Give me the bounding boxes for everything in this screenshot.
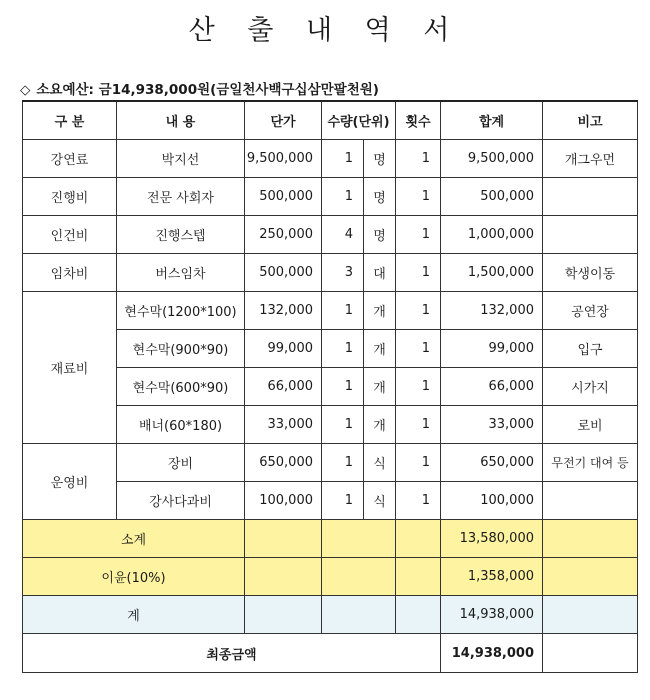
header-times: 횟수: [396, 101, 441, 140]
qty-cell: 1: [322, 140, 364, 178]
times-cell: 1: [396, 406, 441, 444]
table-row: [23, 178, 638, 216]
budget-text: 소요예산: 금14,938,000원(금일천사백구십삼만팔천원): [36, 82, 379, 98]
subtotal-value: 13,580,000: [441, 520, 543, 558]
sum-label: 계: [23, 596, 245, 634]
header-content: 내 용: [117, 101, 245, 140]
note-cell: 로비: [543, 406, 638, 444]
unit-price-cell: 66,000: [245, 368, 322, 406]
table-row: [23, 444, 638, 482]
budget-line: [20, 78, 379, 98]
content-cell: 현수막(1200*100): [117, 292, 245, 330]
qty-cell: 1: [322, 292, 364, 330]
unit-cell: 식: [364, 482, 396, 520]
unit-price-cell: 500,000: [245, 178, 322, 216]
total-cell: 1,000,000: [441, 216, 543, 254]
diamond-icon: ◇: [20, 82, 31, 98]
qty-cell: 1: [322, 368, 364, 406]
content-cell: 현수막(900*90): [117, 330, 245, 368]
page-title: 산 출 내 역 서: [188, 15, 462, 46]
total-cell: 100,000: [441, 482, 543, 520]
times-cell: 1: [396, 178, 441, 216]
unit-price-cell: 33,000: [245, 406, 322, 444]
unit-price-cell: 99,000: [245, 330, 322, 368]
category-cell: 재료비: [23, 292, 117, 444]
qty-cell: 1: [322, 330, 364, 368]
times-cell: 1: [396, 292, 441, 330]
header-unit-price: 단가: [245, 101, 322, 140]
total-cell: 500,000: [441, 178, 543, 216]
category-cell: 운영비: [23, 444, 117, 520]
unit-price-cell: 132,000: [245, 292, 322, 330]
total-cell: 33,000: [441, 406, 543, 444]
unit-cell: 명: [364, 140, 396, 178]
note-cell: 시가지: [543, 368, 638, 406]
total-cell: 650,000: [441, 444, 543, 482]
unit-price-cell: 100,000: [245, 482, 322, 520]
header-total: 합계: [441, 101, 543, 140]
unit-cell: 대: [364, 254, 396, 292]
note-cell: 개그우먼: [543, 140, 638, 178]
times-cell: 1: [396, 330, 441, 368]
content-cell: 전문 사회자: [117, 178, 245, 216]
cost-table: [22, 100, 638, 673]
qty-cell: 1: [322, 178, 364, 216]
note-cell: 입구: [543, 330, 638, 368]
total-cell: 1,500,000: [441, 254, 543, 292]
times-cell: 1: [396, 368, 441, 406]
final-label: 최종금액: [23, 634, 441, 673]
content-cell: 진행스텝: [117, 216, 245, 254]
times-cell: 1: [396, 140, 441, 178]
content-cell: 장비: [117, 444, 245, 482]
note-cell: 공연장: [543, 292, 638, 330]
unit-cell: 개: [364, 330, 396, 368]
total-cell: 66,000: [441, 368, 543, 406]
profit-row: [23, 558, 638, 596]
final-value: 14,938,000: [441, 634, 543, 673]
content-cell: 버스임차: [117, 254, 245, 292]
category-cell: 진행비: [23, 178, 117, 216]
qty-cell: 3: [322, 254, 364, 292]
table-row: [23, 216, 638, 254]
content-cell: 박지선: [117, 140, 245, 178]
content-cell: 강사다과비: [117, 482, 245, 520]
content-cell: 배너(60*180): [117, 406, 245, 444]
header-category: 구 분: [23, 101, 117, 140]
profit-value: 1,358,000: [441, 558, 543, 596]
qty-cell: 4: [322, 216, 364, 254]
unit-cell: 식: [364, 444, 396, 482]
qty-cell: 1: [322, 444, 364, 482]
header-note: 비고: [543, 101, 638, 140]
category-cell: 강연료: [23, 140, 117, 178]
total-cell: 132,000: [441, 292, 543, 330]
note-cell: 학생이동: [543, 254, 638, 292]
subtotal-label: 소계: [23, 520, 245, 558]
table-row: [23, 140, 638, 178]
times-cell: 1: [396, 254, 441, 292]
qty-cell: 1: [322, 482, 364, 520]
times-cell: 1: [396, 444, 441, 482]
sum-row: [23, 596, 638, 634]
category-cell: 임차비: [23, 254, 117, 292]
sum-value: 14,938,000: [441, 596, 543, 634]
note-cell: 무전기 대여 등: [543, 444, 638, 482]
profit-label: 이윤(10%): [23, 558, 245, 596]
qty-cell: 1: [322, 406, 364, 444]
final-row: [23, 634, 638, 673]
category-cell: 인건비: [23, 216, 117, 254]
unit-price-cell: 250,000: [245, 216, 322, 254]
total-cell: 9,500,000: [441, 140, 543, 178]
total-cell: 99,000: [441, 330, 543, 368]
unit-price-cell: 500,000: [245, 254, 322, 292]
note-cell: [543, 216, 638, 254]
header-quantity: 수량(단위): [322, 101, 396, 140]
note-cell: [543, 482, 638, 520]
unit-cell: 개: [364, 292, 396, 330]
content-cell: 현수막(600*90): [117, 368, 245, 406]
unit-price-cell: 650,000: [245, 444, 322, 482]
unit-cell: 개: [364, 368, 396, 406]
table-row: [23, 254, 638, 292]
unit-cell: 명: [364, 178, 396, 216]
unit-price-cell: 9,500,000: [245, 140, 322, 178]
table-header-row: [23, 101, 638, 140]
times-cell: 1: [396, 482, 441, 520]
subtotal-row: [23, 520, 638, 558]
unit-cell: 개: [364, 406, 396, 444]
unit-cell: 명: [364, 216, 396, 254]
table-row: [23, 292, 638, 330]
note-cell: [543, 178, 638, 216]
times-cell: 1: [396, 216, 441, 254]
